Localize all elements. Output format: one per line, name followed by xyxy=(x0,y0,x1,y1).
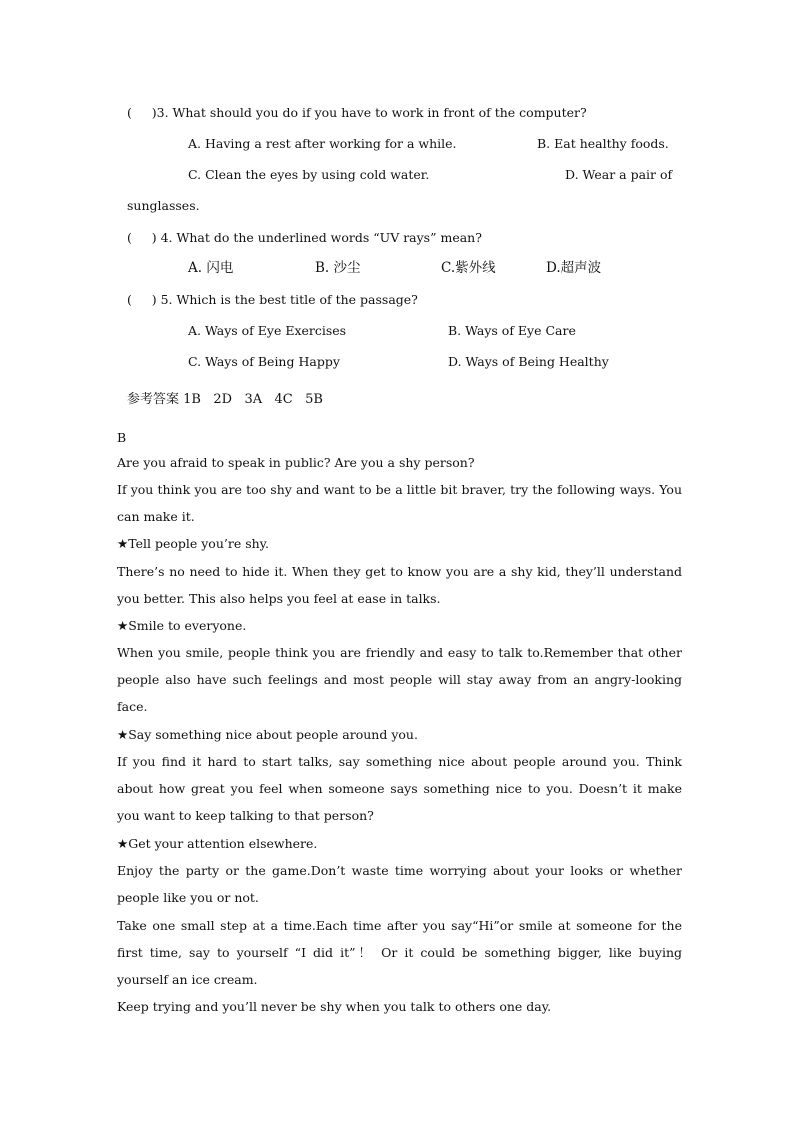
passage-paragraph: When you smile, people think you are friendly and easy to talk to.Remember that other people also have such feelings and most people will stay away from an angry-looking face. xyxy=(117,645,682,715)
passage-paragraph: Enjoy the party or the game.Don’t waste time worrying about your looks or whether people like you or not. xyxy=(117,863,682,906)
question-4-stem: ( ) 4. What do the underlined words “UV rays” mean? xyxy=(127,230,482,245)
question-4-option-a: A. 闪电 xyxy=(188,260,234,276)
question-3-option-d-continued: sunglasses. xyxy=(127,198,200,213)
question-4-option-d: D.超声波 xyxy=(546,260,602,276)
question-3-option-a: A. Having a rest after working for a while. xyxy=(188,136,457,151)
question-5-option-d: D. Ways of Being Healthy xyxy=(448,354,609,369)
question-5-option-a: A. Ways of Eye Exercises xyxy=(188,323,347,338)
question-4-option-b: B. 沙尘 xyxy=(315,260,361,276)
passage-paragraph: There’s no need to hide it. When they get to know you are a shy kid, they’ll understand you better. This also helps you feel at ease in talks. xyxy=(117,564,682,607)
question-3-option-b: B. Eat healthy foods. xyxy=(537,136,669,151)
passage-paragraph: Keep trying and you’ll never be shy when you talk to others one day. xyxy=(117,999,552,1014)
passage-heading: ★Say something nice about people around you. xyxy=(117,727,418,742)
passage-paragraph: If you find it hard to start talks, say something nice about people around you. Think about how great you feel when someone says something nice to you. Doesn’t it make you want to keep talking to that person? xyxy=(117,754,682,824)
answer-key: 参考答案 1B 2D 3A 4C 5B xyxy=(127,392,323,407)
passage-paragraph: If you think you are too shy and want to be a little bit braver, try the following ways. You can make it. xyxy=(117,482,682,525)
passage-heading: ★Get your attention elsewhere. xyxy=(117,836,318,851)
question-4-option-c: C.紫外线 xyxy=(441,260,496,276)
passage-heading: ★Tell people you’re shy. xyxy=(117,536,270,551)
question-5-stem: ( ) 5. Which is the best title of the passage? xyxy=(127,292,418,307)
question-3-stem: ( )3. What should you do if you have to work in front of the computer? xyxy=(127,105,587,120)
passage-paragraph: Are you afraid to speak in public? Are you a shy person? xyxy=(117,455,475,470)
question-5-option-c: C. Ways of Being Happy xyxy=(188,354,340,369)
passage-heading: ★Smile to everyone. xyxy=(117,618,247,633)
passage-paragraph: Take one small step at a time.Each time after you say“Hi”or smile at someone for the first time, say to yourself “I did it”！ Or it could be something bigger, like buying yourself an ice cream. xyxy=(117,918,682,988)
question-3-option-d: D. Wear a pair of xyxy=(565,167,673,182)
question-5-option-b: B. Ways of Eye Care xyxy=(448,323,576,338)
question-3-option-c: C. Clean the eyes by using cold water. xyxy=(188,167,430,182)
passage-label: B xyxy=(117,430,127,445)
